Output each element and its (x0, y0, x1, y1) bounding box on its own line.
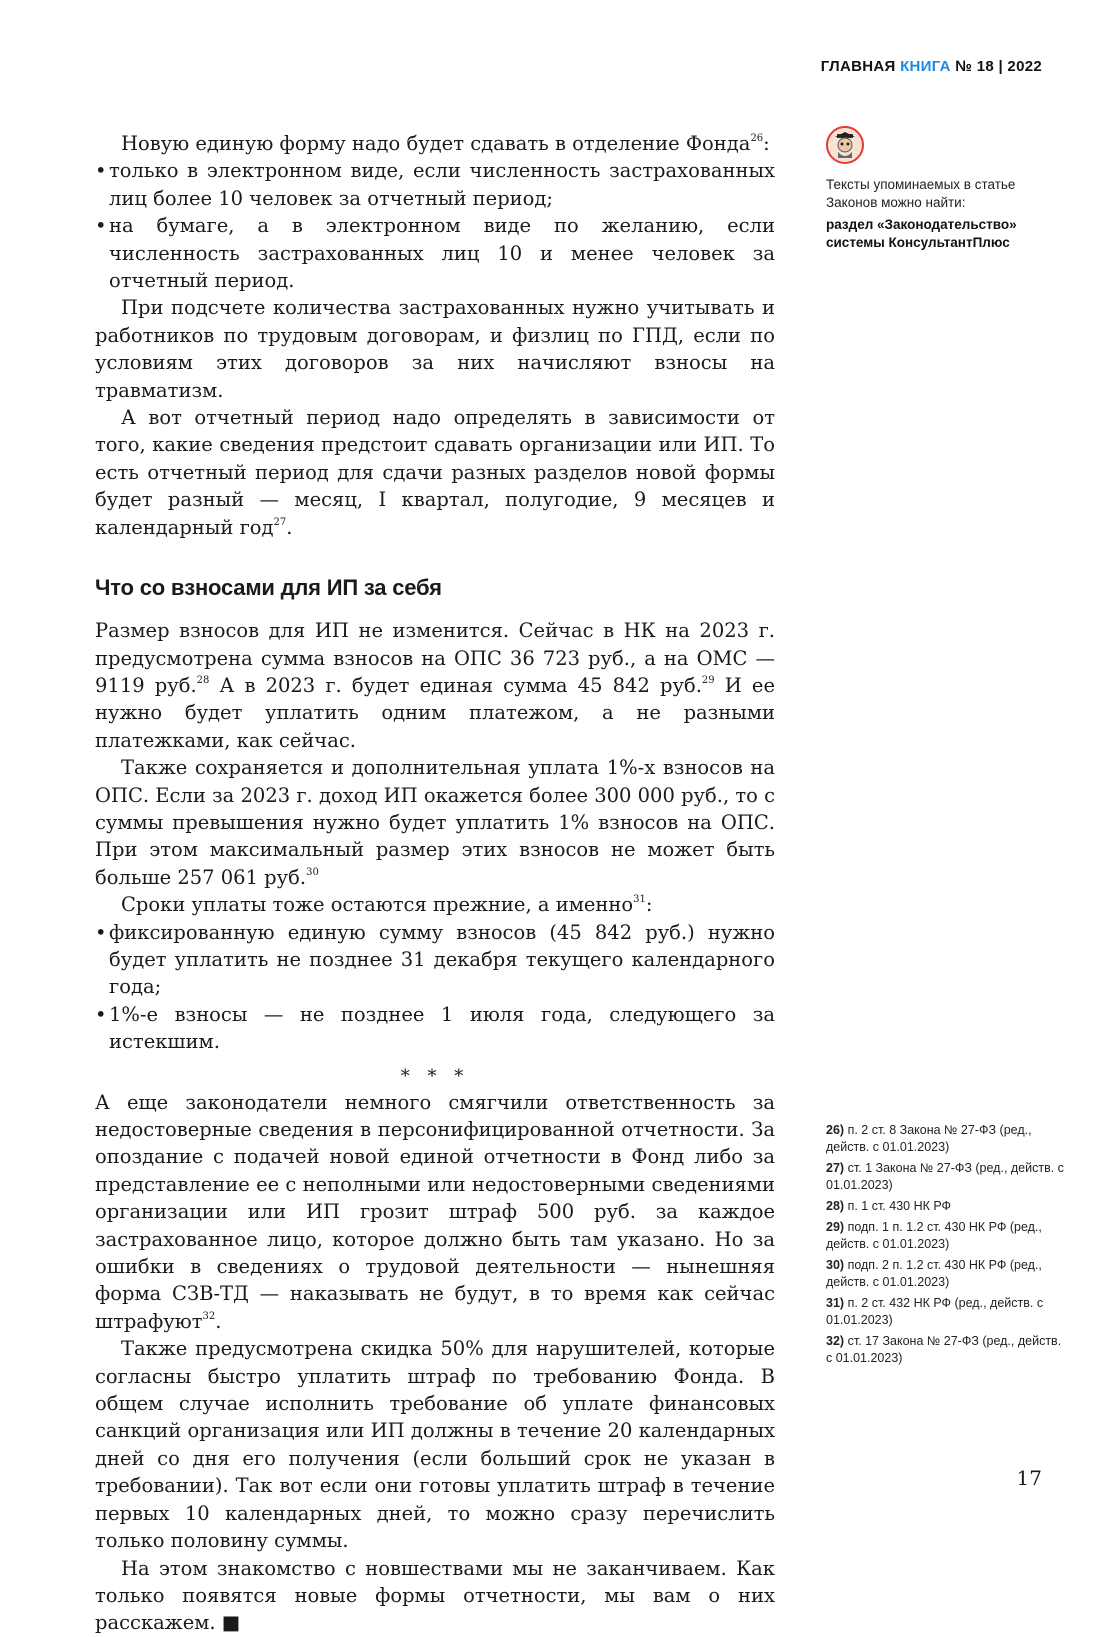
article-body (95, 130, 775, 1637)
paragraph: На этом знакомство с новшествами мы не заканчиваем. Как только появятся новые формы отчетности, мы вам о них расскажем. ■ (95, 1556, 775, 1635)
footnote: 27) ст. 1 Закона № 27-ФЗ (ред., действ. с 01.01.2023) (826, 1161, 1064, 1192)
sidebar-source: раздел «Законодательство» системы КонсультантПлюс (826, 217, 1017, 250)
list-item: • 1%-е взносы — не позднее 1 июля года, следующего за истекшим. (95, 1001, 775, 1056)
list-item: • фиксированную единую сумму взносов (45 842 руб.) нужно будет уплатить не позднее 31 декабря текущего календарного года; (95, 919, 775, 1001)
footnote-ref: 31 (633, 894, 646, 906)
section-divider: * * * (400, 1065, 470, 1087)
section-heading: Что со взносами для ИП за себя (95, 575, 442, 601)
paragraph: При подсчете количества застрахованных нужно учитывать и работников по трудовым договорам, и физлиц по ГПД, если по условиям этих договоров за них начисляют взносы на травматизм. (95, 296, 775, 402)
magazine-header (821, 58, 1042, 75)
issue-number: № 18 | 2022 (955, 58, 1042, 75)
sidebar-note (826, 126, 1056, 252)
footnote: 28) п. 1 ст. 430 НК РФ (826, 1199, 952, 1213)
list-item: • только в электронном виде, если численность застрахованных лиц более 10 человек за отчетный период; (95, 157, 775, 212)
footnote-ref: 29 (701, 674, 715, 686)
footnote-ref: 28 (196, 674, 210, 686)
brand-main: ГЛАВНАЯ (820, 58, 896, 75)
paragraph: Сроки уплаты тоже остаются прежние, а именно$^{31}$: (121, 893, 653, 917)
footnote: 30) подп. 2 п. 1.2 ст. 430 НК РФ (ред., действ. с 01.01.2023) (826, 1258, 1042, 1289)
footnote: 29) подп. 1 п. 1.2 ст. 430 НК РФ (ред., действ. с 01.01.2023) (826, 1220, 1042, 1251)
paragraph: Также сохраняется и дополнительная уплата 1%-х взносов на ОПС. Если за 2023 г. доход ИП окажется более 300 000 руб., то с суммы превышения нужно будет уплатить 1% взносов на ОПС. При этом максимальный размер этих взносов не может быть больше 257 061 руб.$^{30}$ (95, 756, 776, 889)
footnote: 32) ст. 17 Закона № 27-ФЗ (ред., действ. с 01.01.2023) (826, 1334, 1062, 1365)
paragraph: А еще законодатели немного смягчили ответственность за недостоверные сведения в персонифицированной отчетности. За опоздание с подачей новой единой отчетности в Фонд либо за представление ее с неполными или недостоверными сведениями организации или ИП грозит штраф 500 руб. за каждое застрахованное лицо, которое должно быть там указано. Но за ошибки в сведениях о трудовой деятельности — нынешняя форма СЗВ-ТД — наказывать не будут, в то время как сейчас штрафуют$^{32}$. (95, 1090, 775, 1333)
sidebar-text: Тексты упоминаемых в статье Законов можно найти: (826, 177, 1016, 210)
paragraph: А вот отчетный период надо определять в зависимости от того, какие сведения предстоит сдавать организации или ИП. То есть отчетный период для сдачи разных разделов новой формы будет разный — месяц, I квартал, полугодие, 9 месяцев и календарный год$^{27}$. (95, 406, 775, 539)
footnote-ref: 32 (202, 1310, 216, 1322)
page-number: 17 (1016, 1466, 1042, 1490)
paragraph: Новую единую форму надо будет сдавать в отделение Фонда$^{26}$: (121, 132, 770, 155)
list-item: • на бумаге, а в электронном виде по желанию, если численность застрахованных лиц 10 и менее человек за отчетный период. (95, 212, 775, 294)
expert-avatar-icon (826, 126, 864, 164)
paragraph: Размер взносов для ИП не изменится. Сейчас в НК на 2023 г. предусмотрена сумма взносов на ОПС 36 723 руб., а на ОМС — 9119 руб.$^{28}$ А в 2023 г. будет единая сумма 45 842 руб.$^{29}$ И ее нужно будет уплатить одним платежом, а не разными платежками, как сейчас. (95, 619, 775, 752)
footnotes (826, 1122, 1066, 1371)
paragraph: Также предусмотрена скидка 50% для нарушителей, которые согласны быстро уплатить штраф по требованию Фонда. В общем случае исполнить требование об уплате финансовых санкций организация или ИП должны в течение 20 календарных дней со дня его получения (если больший срок не указан в требовании). Так вот если они готовы уплатить штраф в течение первых 10 календарных дней, то можно сразу перечислить только половину суммы. (95, 1337, 775, 1553)
footnote: 31) п. 2 ст. 432 НК РФ (ред., действ. с 01.01.2023) (826, 1296, 1044, 1327)
footnote-ref: 30 (306, 866, 319, 878)
footnote-ref: 27 (273, 516, 287, 528)
end-mark: ■ (221, 1611, 241, 1635)
brand-accent: КНИГА (900, 58, 951, 75)
footnote-ref: 26 (750, 133, 764, 144)
footnote: 26) п. 2 ст. 8 Закона № 27-ФЗ (ред., действ. с 01.01.2023) (826, 1123, 1032, 1154)
